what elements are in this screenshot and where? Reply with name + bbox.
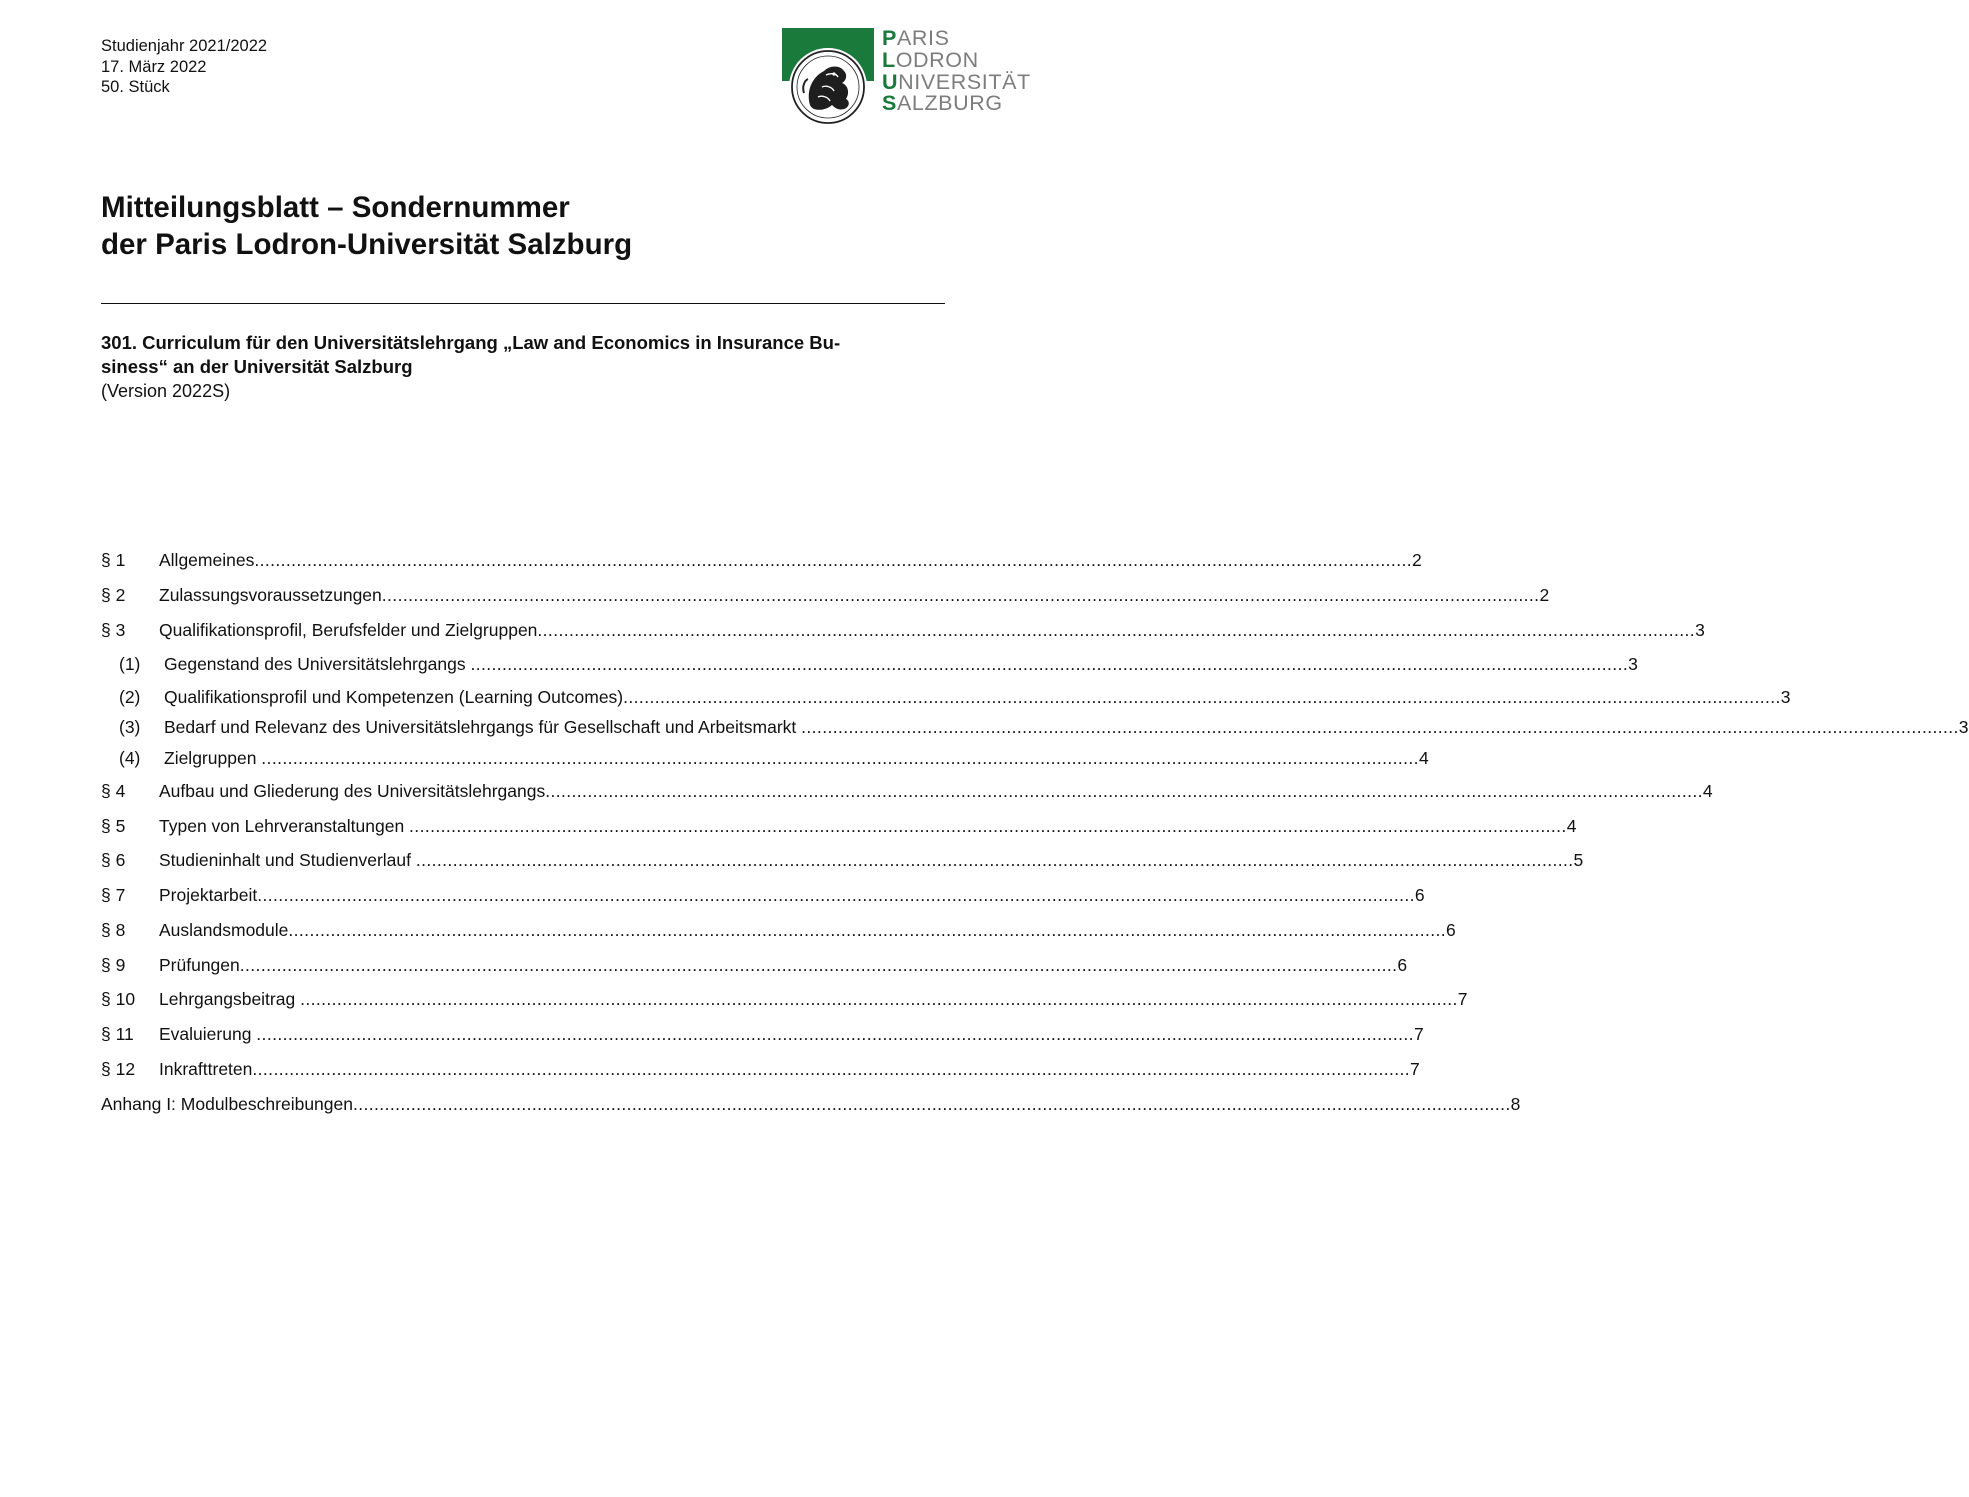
toc-entry-label: Studieninhalt und Studienverlauf bbox=[159, 850, 416, 870]
toc-dot-leader: ............................................................................................................................................................................................................................ bbox=[257, 885, 1415, 905]
toc-entry[interactable] bbox=[101, 883, 1425, 907]
toc-dot-leader: ............................................................................................................................................................................................................................ bbox=[256, 1024, 1414, 1044]
toc-entry-label: Qualifikationsprofil und Kompetenzen (Learning Outcomes) bbox=[164, 687, 624, 707]
document-title-line-2: siness“ an der Universität Salzburg bbox=[101, 355, 413, 377]
document-version: (Version 2022S) bbox=[101, 381, 231, 401]
toc-entry-page: 7 bbox=[1410, 1059, 1420, 1079]
toc-entry-page: 4 bbox=[1566, 816, 1577, 836]
toc-entry-label: Gegenstand des Universitätslehrgangs bbox=[164, 654, 471, 674]
toc-entry-page: 2 bbox=[1539, 585, 1550, 605]
toc-dot-leader: ............................................................................................................................................................................................................................ bbox=[239, 955, 1398, 975]
toc-entry-label: Qualifikationsprofil, Berufsfelder und Zielgruppen bbox=[159, 620, 538, 640]
toc-entry-page: 8 bbox=[1510, 1094, 1521, 1114]
toc-entry-label: Projektarbeit bbox=[159, 885, 258, 905]
toc-entry-label: Lehrgangsbeitrag bbox=[159, 989, 301, 1009]
issue-number: 50. Stück bbox=[101, 78, 170, 96]
toc-entry-number: § 8 bbox=[101, 920, 126, 940]
toc-entry-page: 7 bbox=[1413, 1024, 1424, 1044]
toc-dot-leader: ............................................................................................................................................................................................................................ bbox=[300, 989, 1458, 1009]
toc-dot-leader: ............................................................................................................................................................................................................................ bbox=[254, 550, 1412, 570]
toc-entry-number: (4) bbox=[119, 748, 141, 768]
toc-dot-leader: ............................................................................................................................................................................................................................ bbox=[545, 781, 1703, 801]
toc-dot-leader: ............................................................................................................................................................................................................................ bbox=[252, 1059, 1411, 1079]
toc-entry-number: § 5 bbox=[101, 816, 126, 836]
toc-entry[interactable] bbox=[101, 548, 1422, 572]
toc-entry-label: Evaluierung bbox=[159, 1024, 257, 1044]
toc-entry-number: § 11 bbox=[101, 1024, 134, 1044]
masthead-line-1: Mitteilungsblatt – Sondernummer bbox=[101, 191, 570, 224]
toc-entry[interactable] bbox=[101, 685, 1791, 709]
study-year: Studienjahr 2021/2022 bbox=[101, 37, 268, 55]
toc-entry-page: 6 bbox=[1446, 920, 1456, 940]
toc-entry-number: § 3 bbox=[101, 620, 126, 640]
logo-wordmark: PARIS LODRON UNIVERSITÄT SALZBURG bbox=[882, 26, 1031, 116]
toc-entry[interactable] bbox=[101, 987, 1468, 1011]
toc-entry[interactable] bbox=[101, 1092, 1521, 1116]
toc-entry[interactable] bbox=[101, 814, 1577, 838]
toc-entry-page: 3 bbox=[1695, 620, 1705, 640]
toc-entry-page: 3 bbox=[1958, 717, 1969, 737]
toc-entry-number: § 6 bbox=[101, 850, 126, 870]
toc-dot-leader: ............................................................................................................................................................................................................................ bbox=[261, 748, 1419, 768]
toc-entry[interactable] bbox=[101, 779, 1713, 803]
toc-entry-page: 3 bbox=[1628, 654, 1638, 674]
toc-entry[interactable] bbox=[101, 918, 1456, 942]
toc-entry-number: § 10 bbox=[101, 989, 136, 1009]
toc-entry-page: 5 bbox=[1573, 850, 1584, 870]
toc-entry-label: Allgemeines bbox=[159, 550, 255, 570]
toc-dot-leader: ............................................................................................................................................................................................................................ bbox=[801, 717, 1959, 737]
toc-entry-label: Inkrafttreten bbox=[159, 1059, 253, 1079]
masthead-line-2: der Paris Lodron-Universität Salzburg bbox=[101, 228, 633, 261]
toc-dot-leader: ............................................................................................................................................................................................................................ bbox=[353, 1094, 1511, 1114]
toc-entry-label: Prüfungen bbox=[159, 955, 240, 975]
toc-entry-number: § 2 bbox=[101, 585, 126, 605]
toc-entry[interactable] bbox=[101, 1022, 1424, 1046]
toc-entry-page: 2 bbox=[1411, 550, 1422, 570]
toc-entry-page: 3 bbox=[1780, 687, 1791, 707]
toc-dot-leader: ............................................................................................................................................................................................................................ bbox=[415, 850, 1574, 870]
toc-entry-page: 4 bbox=[1418, 748, 1429, 768]
toc-entry-number: § 9 bbox=[101, 955, 126, 975]
toc-entry-number: (1) bbox=[119, 654, 141, 674]
toc-entry-number: § 4 bbox=[101, 781, 126, 801]
toc-entry[interactable] bbox=[101, 1057, 1420, 1081]
toc-entry[interactable] bbox=[101, 583, 1550, 607]
toc-entry[interactable] bbox=[101, 746, 1429, 770]
toc-entry-number: § 1 bbox=[101, 550, 126, 570]
toc-entry[interactable] bbox=[101, 715, 1969, 739]
toc-entry-page: 7 bbox=[1457, 989, 1468, 1009]
toc-entry-label: Anhang I: Modulbeschreibungen bbox=[101, 1094, 353, 1114]
toc-entry-number: (2) bbox=[119, 687, 141, 707]
toc-entry-label: Auslandsmodule bbox=[159, 920, 289, 940]
toc-dot-leader: ............................................................................................................................................................................................................................ bbox=[623, 687, 1781, 707]
toc-entry-label: Zulassungsvoraussetzungen bbox=[159, 585, 382, 605]
toc-dot-leader: ............................................................................................................................................................................................................................ bbox=[470, 654, 1629, 674]
toc-entry[interactable] bbox=[101, 848, 1584, 872]
toc-entry-label: Bedarf und Relevanz des Universitätslehrgangs für Gesellschaft und Arbeitsmarkt bbox=[164, 717, 802, 737]
toc-entry[interactable] bbox=[101, 618, 1705, 642]
toc-entry-page: 4 bbox=[1702, 781, 1713, 801]
toc-entry-number: (3) bbox=[119, 717, 141, 737]
toc-entry-label: Typen von Lehrveranstaltungen bbox=[159, 816, 410, 836]
toc-entry-page: 6 bbox=[1397, 955, 1408, 975]
toc-dot-leader: ............................................................................................................................................................................................................................ bbox=[381, 585, 1540, 605]
toc-entry-page: 6 bbox=[1414, 885, 1425, 905]
toc-entry-label: Zielgruppen bbox=[164, 748, 262, 768]
document-title-line-1: 301. Curriculum für den Universitätslehrgang „Law and Economics in Insurance Bu- bbox=[101, 332, 841, 353]
toc-entry[interactable] bbox=[101, 652, 1638, 676]
toc-dot-leader: ............................................................................................................................................................................................................................ bbox=[537, 620, 1696, 640]
toc-entry[interactable] bbox=[101, 953, 1408, 977]
toc-entry-label: Aufbau und Gliederung des Universitätslehrgangs bbox=[159, 781, 546, 801]
toc-entry-number: § 12 bbox=[101, 1059, 136, 1079]
toc-dot-leader: ............................................................................................................................................................................................................................ bbox=[288, 920, 1447, 940]
issue-date: 17. März 2022 bbox=[101, 57, 207, 76]
toc-dot-leader: ............................................................................................................................................................................................................................ bbox=[409, 816, 1567, 836]
toc-entry-number: § 7 bbox=[101, 885, 126, 905]
